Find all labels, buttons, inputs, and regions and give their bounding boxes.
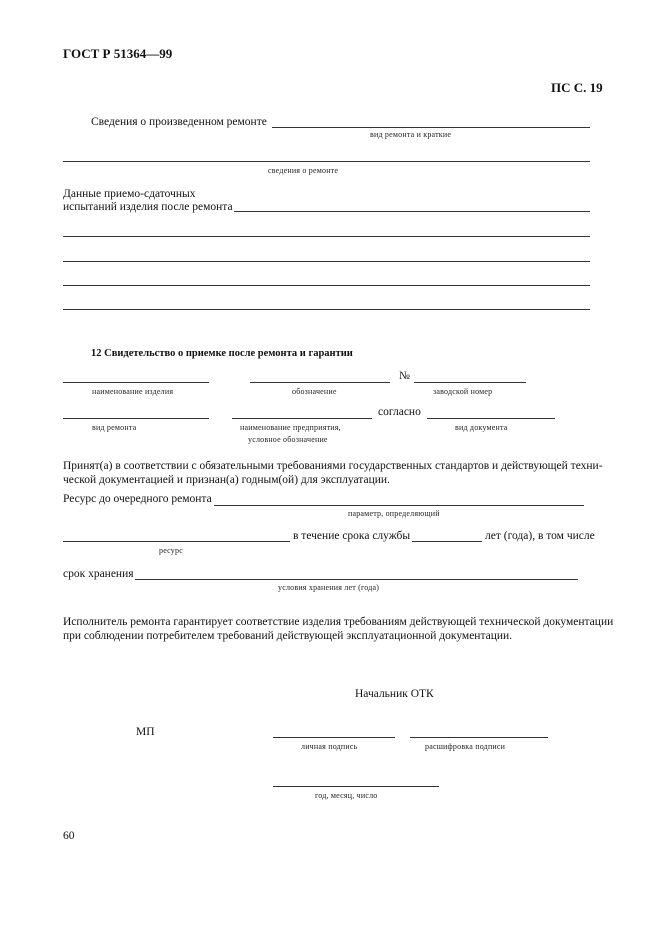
acceptance-tests-line-3[interactable] <box>63 285 590 286</box>
guarantee-line-1: Исполнитель ремонта гарантирует соответствие изделия требованиям действующей технической документации <box>63 616 614 628</box>
repair-info-label: Сведения о произведенном ремонте <box>91 116 267 128</box>
document-type-field[interactable] <box>427 418 555 419</box>
service-life-text: в течение срока службы <box>293 530 411 542</box>
resource-word: ресурс <box>159 546 183 555</box>
designation-field[interactable] <box>250 382 390 383</box>
service-life-years-field[interactable] <box>412 541 482 542</box>
signature-caption: личная подпись <box>301 742 358 751</box>
acceptance-tests-field[interactable] <box>234 211 590 212</box>
stamp-place: МП <box>136 726 155 738</box>
document-type-caption: вид документа <box>455 423 508 432</box>
date-caption: год, месяц, число <box>315 791 378 800</box>
acceptance-tests-label-2: испытаний изделия после ремонта <box>63 201 233 213</box>
storage-caption: условия хранения лет (года) <box>278 583 380 592</box>
storage-field[interactable] <box>135 579 578 580</box>
repair-type-field[interactable] <box>63 418 209 419</box>
acceptance-tests-label-1: Данные приемо-сдаточных <box>63 188 196 200</box>
years-text: лет (года), в том числе <box>485 530 595 542</box>
date-field[interactable] <box>273 786 439 787</box>
signature-field[interactable] <box>273 737 395 738</box>
accepted-line-2: ческой документацией и признан(а) годным(ой) для эксплуатации. <box>63 474 390 486</box>
number-sign: № <box>399 370 410 382</box>
resource-field[interactable] <box>214 505 584 506</box>
repair-type-caption: вид ремонта <box>92 423 137 432</box>
designation-caption: обозначение <box>292 387 337 396</box>
storage-label: срок хранения <box>63 568 134 580</box>
repair-info-caption: вид ремонта и краткие <box>370 130 452 139</box>
enterprise-field[interactable] <box>232 418 372 419</box>
standard-number: ГОСТ Р 51364—99 <box>63 46 173 61</box>
according-text: согласно <box>378 406 421 418</box>
signature-decoding-caption: расшифровка подписи <box>425 742 506 751</box>
guarantee-line-2: при соблюдении потребителем требований действующей эксплуатационной документации. <box>63 630 513 642</box>
serial-number-field[interactable] <box>414 382 526 383</box>
page-number: 60 <box>63 830 75 842</box>
page-reference: ПС С. 19 <box>551 80 603 95</box>
resource-caption: параметр, определяющий <box>348 509 440 518</box>
serial-number-caption: заводской номер <box>433 387 493 396</box>
product-name-caption: наименование изделия <box>92 387 174 396</box>
acceptance-tests-line-4[interactable] <box>63 309 590 310</box>
repair-info-field-2[interactable] <box>63 161 590 162</box>
repair-info-caption-2: сведения о ремонте <box>268 166 339 175</box>
acceptance-tests-line-2[interactable] <box>63 261 590 262</box>
resource-label: Ресурс до очередного ремонта <box>63 493 212 505</box>
signature-decoding-field[interactable] <box>410 737 548 738</box>
enterprise-caption-2: условное обозначение <box>248 435 328 444</box>
otk-chief-title: Начальник ОТК <box>355 688 434 700</box>
enterprise-caption-1: наименование предприятия, <box>240 423 341 432</box>
product-name-field[interactable] <box>63 382 209 383</box>
acceptance-tests-line-1[interactable] <box>63 236 590 237</box>
resource-value-field[interactable] <box>63 541 290 542</box>
section-12-title: 12 Свидетельство о приемке после ремонта и гарантии <box>91 348 353 359</box>
repair-info-field[interactable] <box>272 127 590 128</box>
accepted-line-1: Принят(а) в соответствии с обязательными требованиями государственных стандартов и действующей техни- <box>63 460 603 472</box>
